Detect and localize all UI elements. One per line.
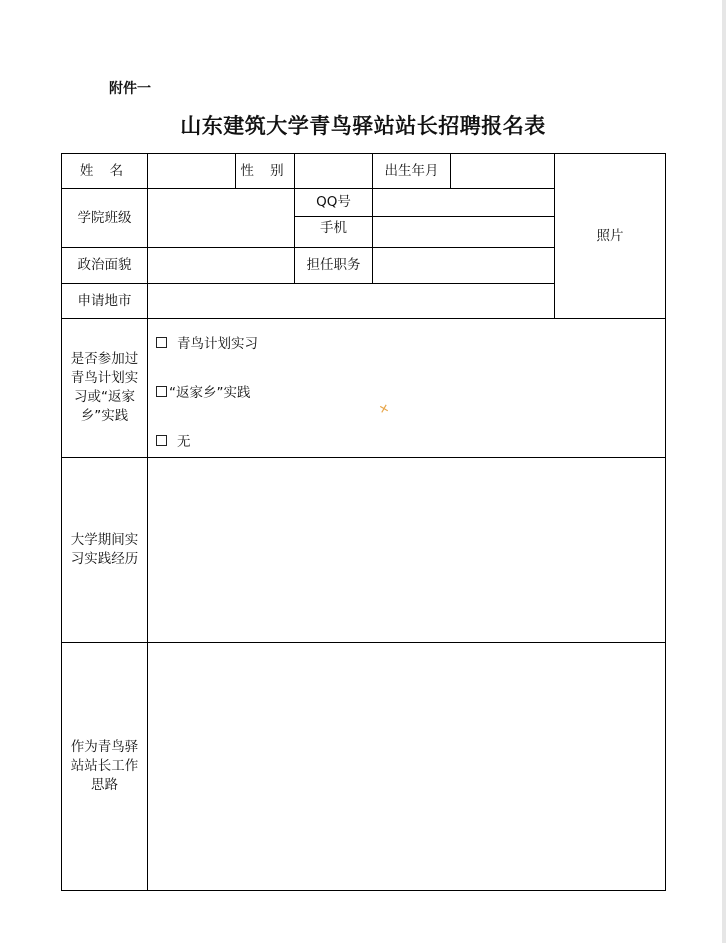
birth-label: 出生年月 (384, 162, 439, 179)
qq-label: QQ号 (316, 194, 351, 210)
checkbox-icon[interactable] (156, 435, 167, 446)
phone-field[interactable] (373, 217, 554, 247)
annex-label: 附件一 (109, 81, 151, 97)
checkbox-icon[interactable] (156, 386, 167, 397)
plan-field[interactable] (148, 643, 665, 890)
name-field[interactable] (148, 154, 235, 188)
cursor-mark-icon: ✕ (377, 400, 391, 418)
position-field[interactable] (373, 248, 554, 283)
option-label: 青鸟计划实习 (177, 336, 258, 352)
qq-field[interactable] (373, 189, 554, 216)
option-qingniao-internship[interactable] (156, 332, 258, 352)
college-class-label: 学院班级 (77, 209, 132, 226)
option-return-home-practice[interactable] (156, 381, 251, 401)
option-label: 无 (177, 434, 191, 450)
city-label: 申请地市 (77, 292, 132, 309)
form-title: 山东建筑大学青鸟驿站站长招聘报名表 (180, 114, 546, 138)
political-field[interactable] (148, 248, 294, 283)
experience-field[interactable] (148, 458, 665, 642)
checkbox-icon[interactable] (156, 337, 167, 348)
participation-label: 是否参加过青鸟计划实习或“返家乡”实践 (70, 351, 139, 424)
city-field[interactable] (148, 284, 554, 318)
political-label: 政治面貌 (77, 257, 132, 273)
option-none[interactable] (156, 430, 191, 450)
photo-area[interactable]: 照片 (596, 227, 624, 244)
page-edge (722, 0, 726, 943)
phone-label: 手机 (320, 219, 347, 236)
name-label: 姓 名 (79, 162, 130, 179)
plan-label: 作为青鸟驿站站长工作思路 (70, 739, 139, 793)
gender-label: 性 别 (240, 162, 290, 179)
birth-field[interactable] (451, 154, 554, 188)
option-label: “返家乡”实践 (169, 385, 251, 401)
gender-field[interactable] (295, 154, 372, 188)
college-class-field[interactable] (148, 189, 294, 247)
experience-label: 大学期间实习实践经历 (70, 532, 139, 567)
position-label: 担任职务 (306, 257, 361, 273)
